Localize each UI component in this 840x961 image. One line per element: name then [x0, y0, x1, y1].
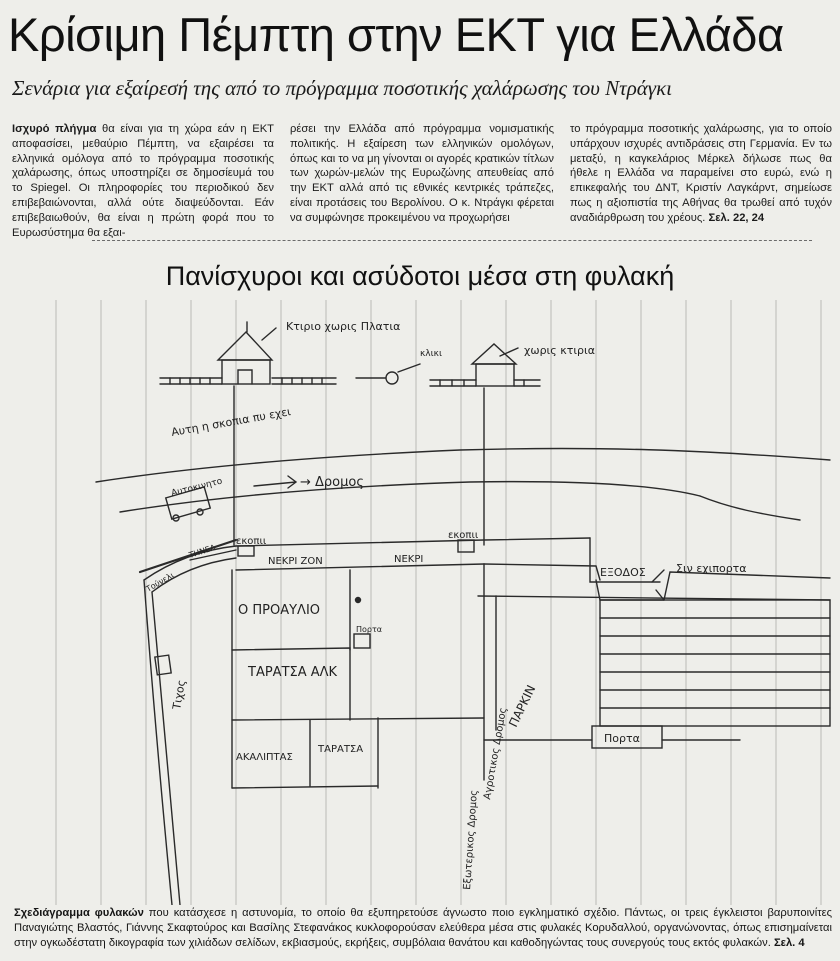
caption-text: που κατάσχεσε η αστυνομία, το οποίο θα εξυπηρετούσε άγνωστο ποιο εγκληματικό σχέδιο. Πάντως, οι τρεις έγκλειστοι βαρυποινίτες Παναγιώτης Βλαστός, Γιάννης Σκαφτούρος και Βασίλης Στεφανάκος κυκλοφορούσαν ελεύθερα μέσα στις φυλακές Κορυδαλλού, οργανώνοντας, όπως επισημαίνεται στην ογκωδέστατη δικογραφία των χιλιάδων σελίδων, εκβιασμούς, εκρήξεις, συμβόλαια θανάτου και καθοδηγώντας τους συνεργούς τους εκτός φυλακών. [14, 907, 832, 949]
article-column-3 [570, 122, 832, 226]
label-dead-zone: ΝΕΚΡΙ ΖΟΝ [268, 556, 323, 567]
label-rural-road: Αγροτικος Δρομος [482, 706, 510, 801]
label-dead: ΝΕΚΡΙ [394, 554, 424, 565]
label-terrace: ΤΑΡΑΤΣΑ [318, 744, 364, 755]
label-exit-gate: Σιν εχιπορτα [676, 562, 747, 575]
label-no-building: χωρις κτιρια [524, 344, 596, 357]
label-road: → Δρομος [300, 475, 364, 490]
article-page-ref: Σελ. 22, 24 [708, 211, 765, 224]
label-across: Αυτη η σκοπια πυ εχει [170, 405, 292, 439]
article-lead-in: Ισχυρό πλήγμα [12, 123, 97, 135]
label-outer-road: Εξωτερικος Δρομος [462, 789, 480, 891]
article-column-3-text: το πρόγραμμα ποσοτικής χαλάρωσης, για το οποίο υπάρχουν ισχυρές αντιδράσεις στη Γερμανία. Εν τω μεταξύ, η καγκελάριος Μέρκελ δήλωσε πως θα ήθελε η Ελλάδα να παραμείνει στο ευρώ, ενώ η επικεφαλής του ΔΝΤ, Κριστίν Λαγκάρντ, σημείωσε πως η αξιοπιστία της Αθήνας θα τρωθεί από τυχόν αναδιάρθρωση του χρέους. [570, 123, 832, 224]
subheadline: Σενάρια για εξαίρεσή της από το πρόγραμμα ποσοτικής χαλάρωσης του Ντράγκι [12, 76, 672, 100]
caption-page-ref: Σελ. 4 [773, 937, 805, 949]
label-exit: ΕΞΟΔΟΣ [600, 566, 646, 579]
sketch-caption [14, 906, 832, 951]
prison-sketch [0, 300, 840, 905]
label-church: Κτιριο χωρις Πλατια [286, 320, 401, 333]
label-open-space: ΑΚΑΛΙΠΤΑΣ [236, 752, 293, 763]
sketch-drawing [96, 322, 830, 905]
label-terrace-akc: ΤΑΡΑΤΣΑ ΑΛΚ [248, 665, 338, 680]
label-ekopi-left: εκοπιι [236, 536, 267, 547]
label-wall: Τιχος [170, 678, 189, 711]
paper-lines [56, 300, 821, 905]
article-column-1 [12, 122, 274, 240]
caption-lead-in: Σχεδιάγραμμα φυλακών [14, 907, 144, 919]
label-gate: Πορτα [604, 732, 640, 745]
dashed-divider [92, 240, 812, 241]
sketch-title: Πανίσχυροι και ασύδοτοι μέσα στη φυλακή [165, 261, 675, 291]
article-column-1-text: θα είναι για τη χώρα εάν η ΕΚΤ αποφασίσει, μεθαύριο Πέμπτη, να εξαιρέσει τα ελληνικά ομόλογα από το πρόγραμμα ποσοτικής χαλάρωσης, όπως υποστηρίζει σε δημοσίευμά του το Spiegel. Οι πληροφορίες του περιοδικού δεν επιβεβαιώνονται, αλλά ούτε διαψεύδονται. Εάν επιβεβαιωθούν, θα είναι η πρώτη φορά που το Ευρωσύστημα θα εξαι- [12, 123, 274, 239]
label-parking: ΠΑΡΚΙΝ [506, 682, 539, 730]
article-column-2 [290, 122, 554, 226]
label-ekopi-right: εκοπιι [448, 530, 479, 541]
label-tunnel-top: ΤΗΝΕΛ [187, 542, 217, 560]
label-courtyard: Ο ΠΡΟΑΥΛΙΟ [238, 603, 321, 618]
label-small-door: Πορτα [356, 625, 383, 634]
label-kliki: κλικι [420, 349, 443, 359]
headline: Κρίσιμη Πέμπτη στην ΕΚΤ για Ελλάδα [8, 8, 784, 61]
label-car: Αυτοκινητο [170, 476, 224, 499]
label-tunnel-side: Τούνελι [144, 570, 176, 594]
article-column-2-text: ρέσει την Ελλάδα από πρόγραμμα νομισματικής πολιτικής. Η εξαίρεση των ελληνικών ομολόγων, όπως και το να μη γίνονται οι αγορές κρατικών τίτλων των χωρών-μελών της Ευρωζώνης απευθείας από την ΕΚΤ αλλά από τις εθνικές κεντρικές τράπεζες, είναι προτάσεις του Βερολίνου. Ο κ. Ντράγκι φέρεται να συμφώνησε προκειμένου να προχωρήσει [290, 123, 554, 224]
